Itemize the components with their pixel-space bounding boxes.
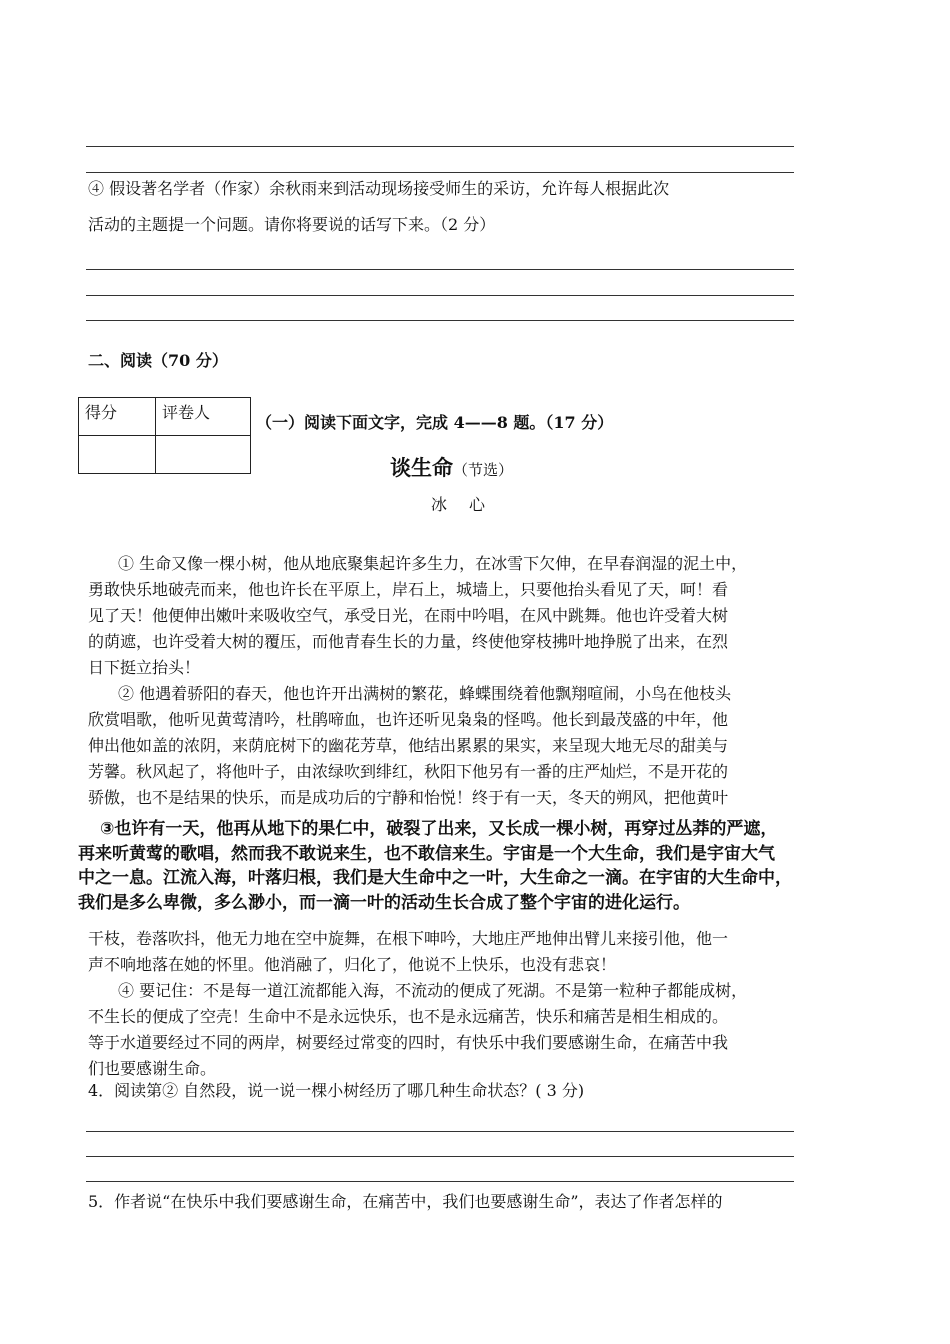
text-line: 声不响地落在她的怀里。他消融了，归化了，他说不上快乐，也没有悲哀！: [88, 955, 617, 974]
answer-line: [86, 320, 794, 321]
question-3-item-4-line1: ④ 假设著名学者（作家）余秋雨来到活动现场接受师生的采访，允许每人根据此次: [88, 179, 670, 198]
text-line: 欣赏唱歌，他听见黄莺清吟，杜鹃啼血，也许还听见枭枭的怪鸣。他长到最茂盛的中年，他: [88, 710, 729, 729]
answer-line: [86, 295, 794, 296]
answer-line: [86, 1156, 794, 1157]
text-line: 的荫遮，也许受着大树的覆压，而他青春生长的力量，终使他穿枝拂叶地挣脱了出来，在烈: [88, 632, 729, 651]
answer-line: [86, 1181, 794, 1182]
answer-line: [86, 1131, 794, 1132]
part-instruction: （一）阅读下面文字，完成 4——8 题。（17 分）: [256, 413, 614, 432]
text-line: 勇敢快乐地破壳而来，他也许长在平原上，岸石上，城墙上，只要他抬头看见了天，呵！看: [88, 580, 729, 599]
section-heading: 二、阅读（70 分）: [88, 351, 228, 370]
paragraph-2-continued: [88, 926, 868, 1082]
article-title-note: （节选）: [453, 461, 514, 479]
pasted-paragraph-3: [78, 817, 868, 915]
score-table: [78, 397, 251, 474]
answer-line: [86, 172, 794, 173]
text-line: ④ 要记住：不是每一道江流都能入海，不流动的便成了死湖。不是第一粒种子都能成树，: [118, 981, 748, 1000]
text-line: ③也许有一天，他再从地下的果仁中，破裂了出来，又长成一棵小树，再穿过丛莽的严遮，: [100, 819, 778, 839]
text-line: 再来听黄莺的歌唱，然而我不敢说来生，也不敢信来生。宇宙是一个大生命，我们是宇宙大气: [78, 843, 775, 864]
text-line: 芳馨。秋风起了，将他叶子，由浓绿吹到绯红，秋阳下他另有一番的庄严灿烂，不是开花的: [88, 762, 729, 781]
answer-line: [86, 269, 794, 270]
score-cell[interactable]: [79, 436, 156, 474]
text-line: 我们是多么卑微，多么渺小，而一滴一叶的活动生长合成了整个宇宙的进化运行。: [78, 892, 690, 913]
score-label: 得分: [79, 398, 156, 436]
text-line: 中之一息。江流入海，叶落归根，我们是大生命中之一叶，大生命之一滴。在宇宙的大生命中，: [78, 868, 792, 888]
text-line: 日下挺立抬头！: [88, 658, 201, 677]
text-line: 们也要感谢生命。: [88, 1059, 217, 1078]
text-line: 见了天！他便伸出嫩叶来吸收空气，承受日光，在雨中吟唱，在风中跳舞。他也许受着大树: [88, 606, 729, 625]
question-4: 4．阅读第② 自然段，说一说一棵小树经历了哪几种生命状态？( 3 分): [88, 1081, 585, 1100]
grader-label: 评卷人: [156, 398, 251, 436]
text-line: 伸出他如盖的浓阴，来荫庇树下的幽花芳草，他结出累累的果实，来呈现大地无尽的甜美与: [88, 736, 729, 755]
grader-cell[interactable]: [156, 436, 251, 474]
text-line: 骄傲，也不是结果的快乐，而是成功后的宁静和怡悦！终于有一天，冬天的朔风，把他黄叶: [88, 788, 729, 807]
text-line: ① 生命又像一棵小树，他从地底聚集起许多生力，在冰雪下欠伸，在早春润湿的泥土中，: [118, 554, 748, 573]
article-title-text: 谈生命: [390, 455, 453, 480]
article-author: 冰心: [431, 495, 508, 514]
text-line: 等于水道要经过不同的两岸，树要经过常变的四时，有快乐中我们要感谢生命，在痛苦中我: [88, 1033, 729, 1052]
question-5: 5．作者说“在快乐中我们要感谢生命，在痛苦中，我们也要感谢生命”，表达了作者怎样的: [88, 1192, 723, 1211]
paragraph-1: [88, 551, 868, 811]
article-title: [390, 452, 513, 482]
text-line: 不生长的便成了空壳！生命中不是永远快乐，也不是永远痛苦，快乐和痛苦是相生相成的。: [88, 1007, 729, 1026]
question-3-item-4-line2: 活动的主题提一个问题。请你将要说的话写下来。（2 分）: [88, 215, 496, 234]
text-line: 干枝，卷落吹抖，他无力地在空中旋舞，在根下呻吟，大地庄严地伸出臂儿来接引他，他一: [88, 929, 729, 948]
text-line: ② 他遇着骄阳的春天，他也许开出满树的繁花，蜂蝶围绕着他飘翔喧闹，小鸟在他枝头: [118, 684, 732, 703]
answer-line: [86, 146, 794, 147]
